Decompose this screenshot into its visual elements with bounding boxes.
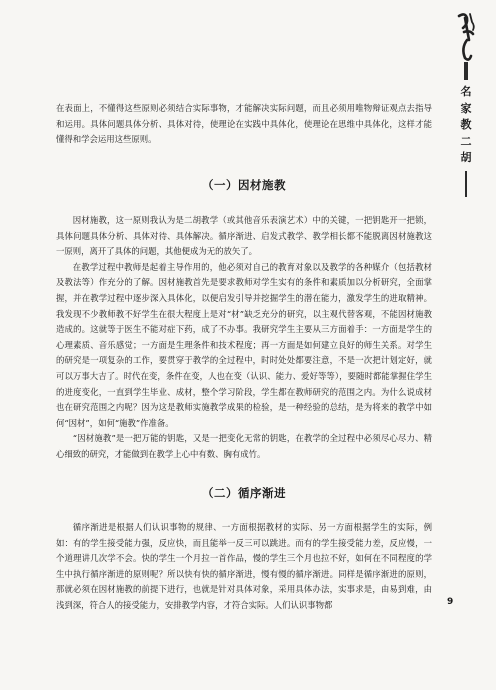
- section-title-1: （一）因材施教: [202, 178, 286, 192]
- intro-block: [56, 101, 432, 148]
- section-2-body: [56, 520, 432, 614]
- section-title-2: （二）循序渐进: [202, 486, 286, 500]
- section-2-paragraph: 循序渐进是根据人们认识事物的规律、一方面根据教材的实际、另一方面根据学生的实际，例如：有的学生接受能力强，反应快，而且能举一反三可以跳进。而有的学生接受能力差，反应慢，一个道理讲几次学不会。快的学生一个月拉一首作品，慢的学生三个月也拉不好，如何在不同程度的学生中执行循序渐进的原则呢？所以快有快的循序渐进，慢有慢的循序渐进。同样是循序渐进的原则，那就必须在因材施教的前提下进行，也就是针对具体对象，采用具体办法，实事求是，由易到难，由浅到深，符合人的接受能力，安排教学内容，才符合实际。人们认识事物都: [56, 522, 432, 610]
- chapter-side-tab: [453, 10, 479, 197]
- section-1-paragraph: 在教学过程中教师是起着主导作用的，他必须对自己的教育对象以及教学的各种媒介（包括教材及教法等）作充分的了解。因材施教首先是要求教师对学生实有的条件和素质加以分析研究，全面掌握，并在教学过程中逐步深入具体化，以便启发引导并挖掘学生的潜在能力，激发学生的进取精神。我发现不少教师教不好学生在很大程度上是对“材”缺乏充分的研究，以主观代替客观，不能因材施教造成的。这就等于医生不能对症下药，成了不办事。我研究学生主要从三方面着手：一方面是学生的心理素质、音乐感觉；一方面是生理条件和技术程度；再一方面是如何建立良好的师生关系。对学生的研究是一项复杂的工作，要贯穿于教学的全过程中，时时处处都要注意，不是一次把计划定好，就可以万事大吉了。时代在变，条件在变，人也在变（认识、能力、爱好等等），要随时都能掌握住学生的进度变化，一直到学生毕业、成材，整个学习阶段，学生都在教师研究的范围之内。为什么说成材也在研究范围之内呢？因为这是教师实施教学成果的检验，是一种经验的总结，是为将来的教学中如何“因材”，如何“施教”作准备。: [56, 261, 432, 428]
- chapter-title: 名家教二胡: [460, 85, 472, 164]
- calligraphy-brush-icon: [455, 10, 477, 64]
- tab-divider-line: [465, 171, 467, 197]
- section-1-body: [56, 213, 432, 463]
- section-1-paragraph: “因材施教”是一把万能的钥匙，又是一把变化无常的钥匙，在教学的全过程中必须尽心尽力、精心细致的研究，才能做到在教学上心中有数、胸有成竹。: [56, 433, 432, 459]
- section-1-paragraph: 因材施教，这一原则我认为是二胡教学（或其他音乐表演艺术）中的关键，一把钥匙开一把锁，具体问题具体分析、具体对待、具体解决。循序渐进、启发式教学、教学相长都不能脱离因材施教这一原则，离开了具体的问题，其他便成为无的放矢了。: [56, 215, 432, 257]
- tab-bar: [464, 62, 468, 80]
- page-number: 9: [447, 597, 454, 607]
- intro-paragraph: 在表面上，不懂得这些原则必须结合实际事物，才能解决实际问题，而且必须用唯物辩证观点去指导和运用。具体问题具体分析、具体对待，使理论在实践中具体化，使理论在思维中具体化，这样才能懂得和学会运用这些原则。: [56, 103, 432, 145]
